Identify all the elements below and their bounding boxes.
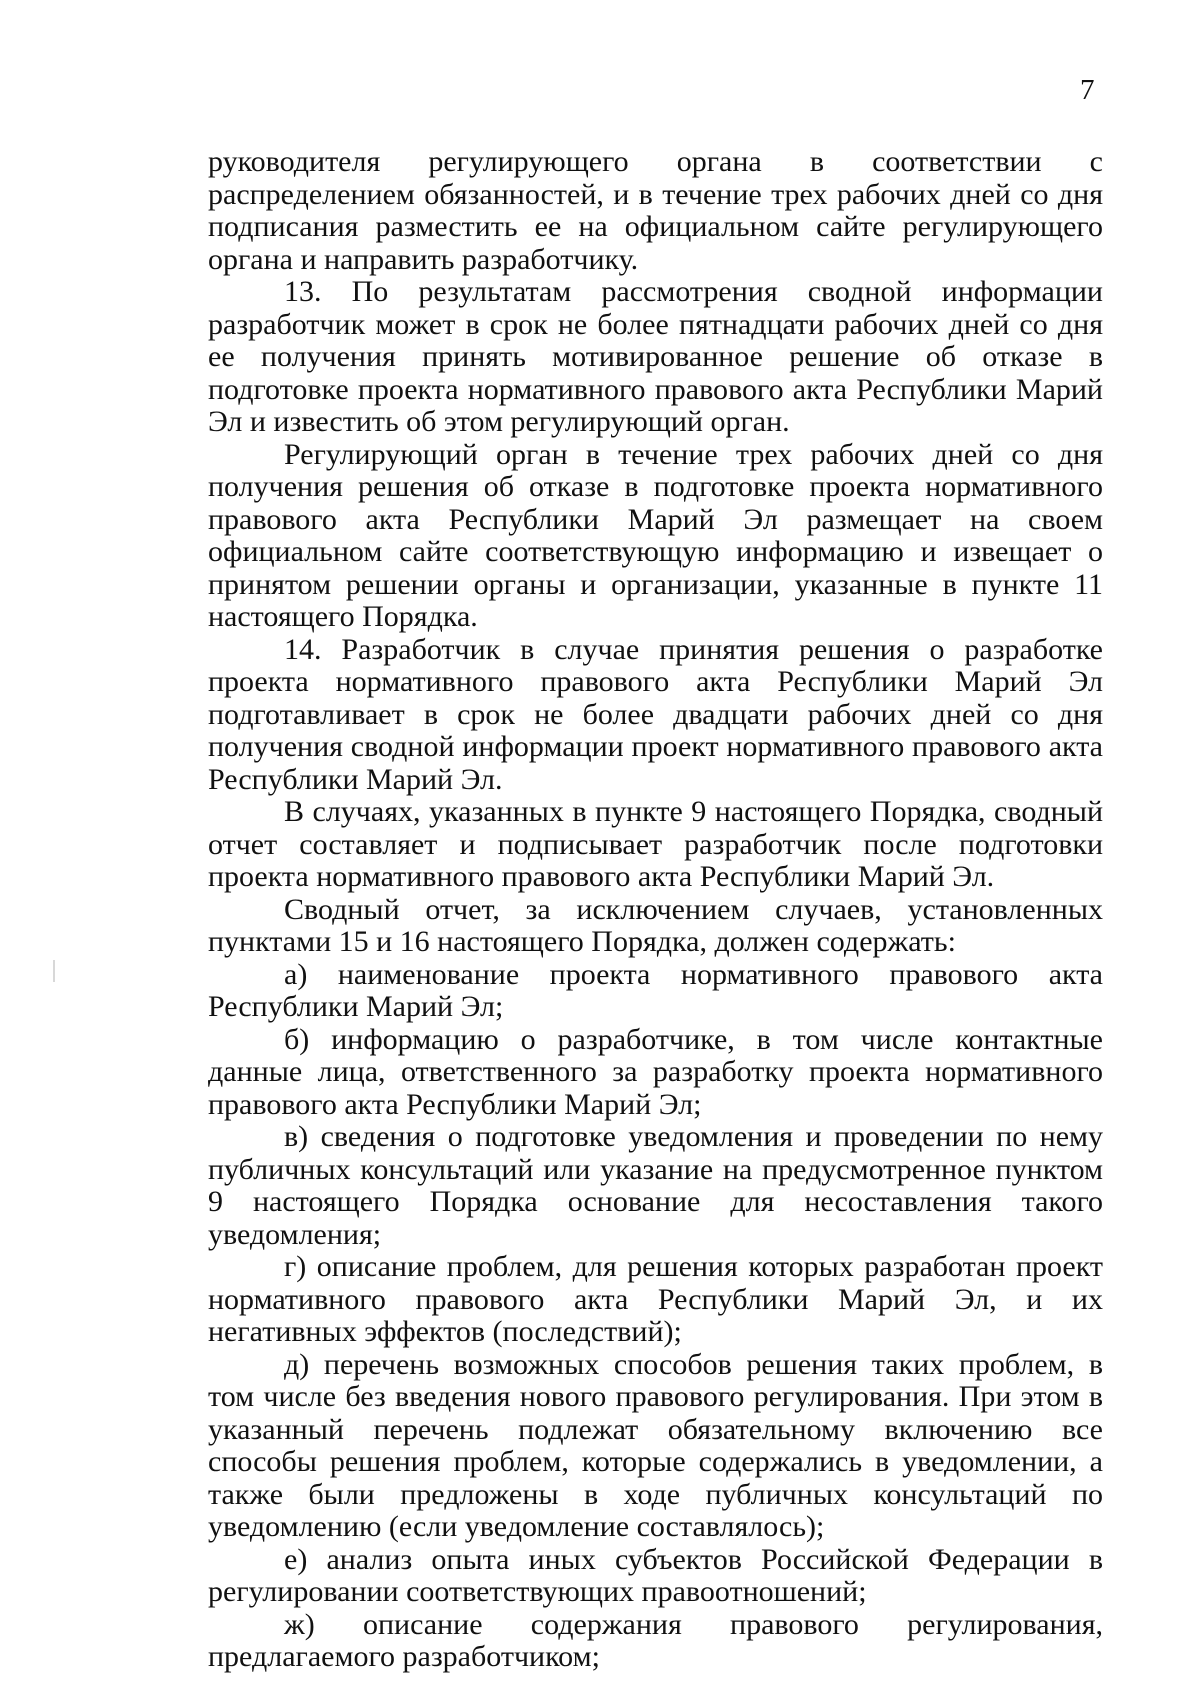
document-body [208,146,1103,1674]
paragraph-cases-item-9: В случаях, указанных в пункте 9 настоящего Порядка, сводный отчет составляет и подписывает разработчик после подготовки проекта нормативного правового акта Республики Марий Эл. [208,795,1103,893]
list-item-b: б) информацию о разработчике, в том числе контактные данные лица, ответственного за разработку проекта нормативного правового акта Республики Марий Эл; [208,1022,1103,1121]
list-item-g: г) описание проблем, для решения которых разработан проект нормативного правового акта Республики Марий Эл, и их негативных эффектов (последствий); [208,1250,1103,1348]
list-item-zh: ж) описание содержания правового регулирования, предлагаемого разработчиком; [208,1607,1103,1673]
paragraph-item-14: 14. Разработчик в случае принятия решения о разработке проекта нормативного правового акта Республики Марий Эл подготавливает в срок не более двадцати рабочих дней со дня получения сводной информации проект нормативного правового акта Республики Марий Эл. [208,632,1103,796]
paragraph-regulator-notice: Регулирующий орган в течение трех рабочих дней со дня получения решения об отказе в подготовке проекта нормативного правового акта Республики Марий Эл размещает на своем официальном сайте соответствующую информацию и извещает о принятом решении органы и организации, указанные в пункте 11 настоящего Порядка. [208,437,1103,633]
list-item-e: е) анализ опыта иных субъектов Российской Федерации в регулировании соответствующих правоотношений; [208,1542,1103,1608]
paragraph-item-13: 13. По результатам рассмотрения сводной информации разработчик может в срок не более пятнадцати рабочих дней со дня ее получения принять мотивированное решение об отказе в подготовке проекта нормативного правового акта Республики Марий Эл и известить об этом регулирующий орган. [208,275,1103,438]
page-number: 7 [1080,74,1095,106]
scan-artifact [53,960,55,982]
list-item-a: а) наименование проекта нормативного правового акта Республики Марий Эл; [208,957,1103,1023]
list-item-v: в) сведения о подготовке уведомления и проведении по нему публичных консультаций или указание на предусмотренное пунктом 9 настоящего Порядка основание для несоставления такого уведомления; [208,1120,1103,1251]
list-item-d: д) перечень возможных способов решения таких проблем, в том числе без введения нового правового регулирования. При этом в указанный перечень подлежат обязательному включению все способы решения проблем, которые содержались в уведомлении, а также были предложены в ходе публичных консультаций по уведомлению (если уведомление составлялось); [208,1347,1103,1543]
paragraph-report-contents-intro: Сводный отчет, за исключением случаев, установленных пунктами 15 и 16 настоящего Порядка, должен содержать: [208,892,1103,958]
paragraph-continuation: руководителя регулирующего органа в соответствии с распределением обязанностей, и в течение трех рабочих дней со дня подписания разместить ее на официальном сайте регулирующего органа и направить разработчику. [208,145,1103,276]
